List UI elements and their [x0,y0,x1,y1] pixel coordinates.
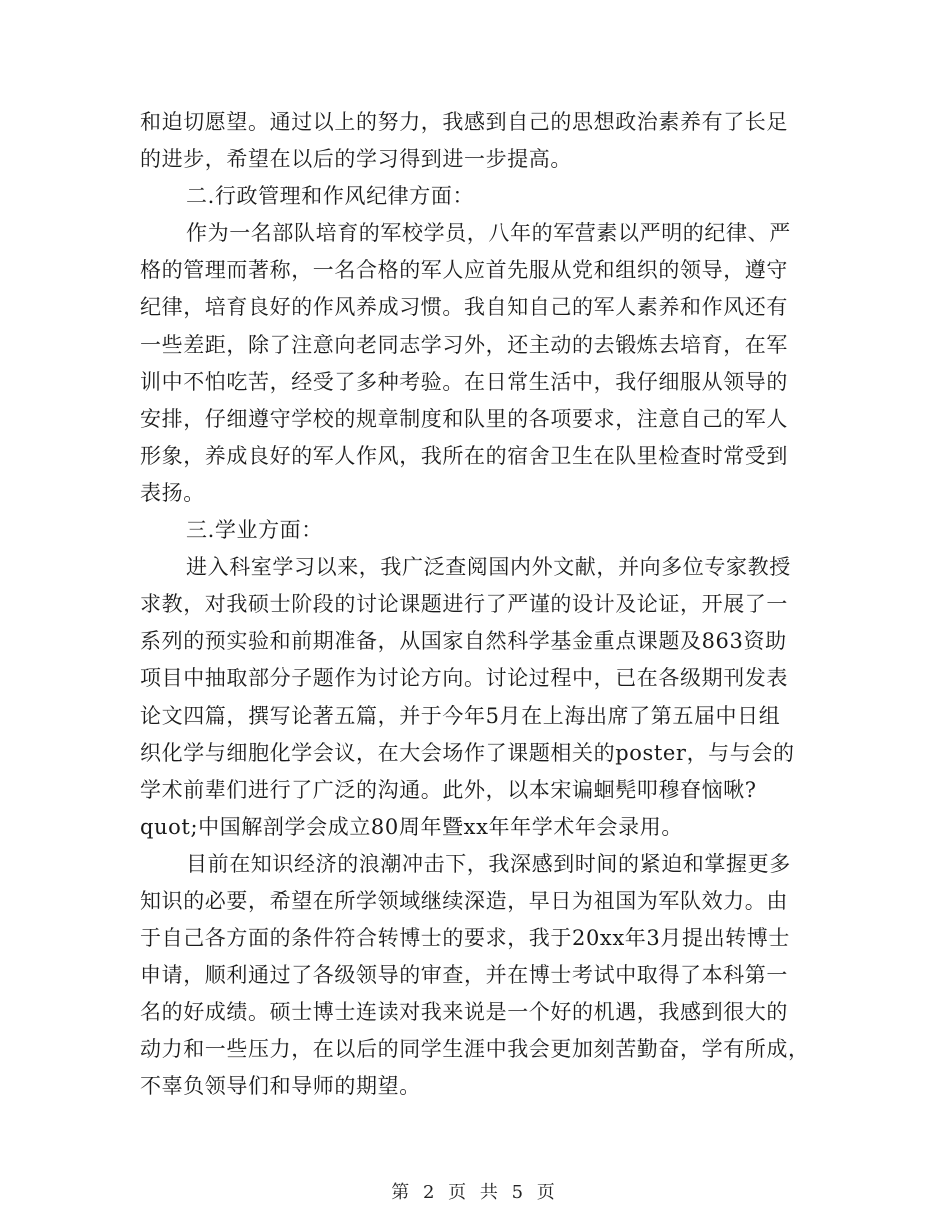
text-line: 一些差距，除了注意向老同志学习外，还主动的去锻炼去培育，在军 [140,332,788,357]
text-line: 格的管理而著称，一名合格的军人应首先服从党和组织的领导，遵守 [140,258,788,283]
text-line: 于自己各方面的条件符合转博士的要求，我于20xx年3月提出转博士 [140,926,790,951]
text-line: 动力和一些压力，在以后的同学生涯中我会更加刻苦勤奋，学有所成， [140,1037,810,1062]
text-line: 训中不怕吃苦，经受了多种考验。在日常生活中，我仔细服从领导的 [140,369,788,394]
text-line: 名的好成绩。硕士博士连读对我来说是一个好的机遇，我感到很大的 [140,1000,788,1025]
text-line: 求教，对我硕士阶段的讨论课题进行了严谨的设计及论证，开展了一 [140,592,788,617]
text-line: 学术前辈们进行了广泛的沟通。此外，以本宋谝蛔髡叩穆眘恼啾? [140,777,757,802]
text-line: 申请，顺利通过了各级领导的审查，并在博士考试中取得了本科第一 [140,963,788,988]
text-line: 二.行政管理和作风纪律方面： [186,184,475,209]
text-line: 形象，养成良好的军人作风，我所在的宿舍卫生在队里检查时常受到 [140,443,788,468]
text-line: 系列的预实验和前期准备，从国家自然科学基金重点课题及863资助 [140,629,787,654]
text-line: 进入科室学习以来，我广泛查阅国内外文献，并向多位专家教授 [186,555,791,580]
text-line: 织化学与细胞化学会议，在大会场作了课题相关的poster，与与会的 [140,740,795,765]
page-footer: 第 2 页 共 5 页 [391,1182,559,1203]
text-line: 知识的必要，希望在所学领域继续深造，早日为祖国为军队效力。由 [140,888,788,913]
text-line: 论文四篇，撰写论著五篇，并于今年5月在上海出席了第五届中日组 [140,703,781,728]
text-line: 不辜负领导们和导师的期望。 [140,1074,421,1099]
text-line: 和迫切愿望。通过以上的努力，我感到自己的思想政治素养有了长足 [140,110,788,134]
text-line: 三.学业方面： [186,518,323,543]
text-line: 的进步，希望在以后的学习得到进一步提高。 [140,147,572,172]
text-line: 表扬。 [140,480,205,505]
text-line: 作为一名部队培育的军校学员，八年的军营素以严明的纪律、严 [186,221,791,246]
text-line: quot;中国解剖学会成立80周年暨xx年年学术年会录用。 [140,814,683,839]
document-body [140,104,810,1106]
text-line: 纪律，培育良好的作风养成习惯。我自知自己的军人素养和作风还有 [140,295,788,320]
text-line: 安排，仔细遵守学校的规章制度和队里的各项要求，注意自己的军人 [140,406,788,431]
text-line: 目前在知识经济的浪潮冲击下，我深感到时间的紧迫和掌握更多 [186,851,791,876]
text-line: 项目中抽取部分子题作为讨论方向。讨论过程中，已在各级期刊发表 [140,666,788,691]
